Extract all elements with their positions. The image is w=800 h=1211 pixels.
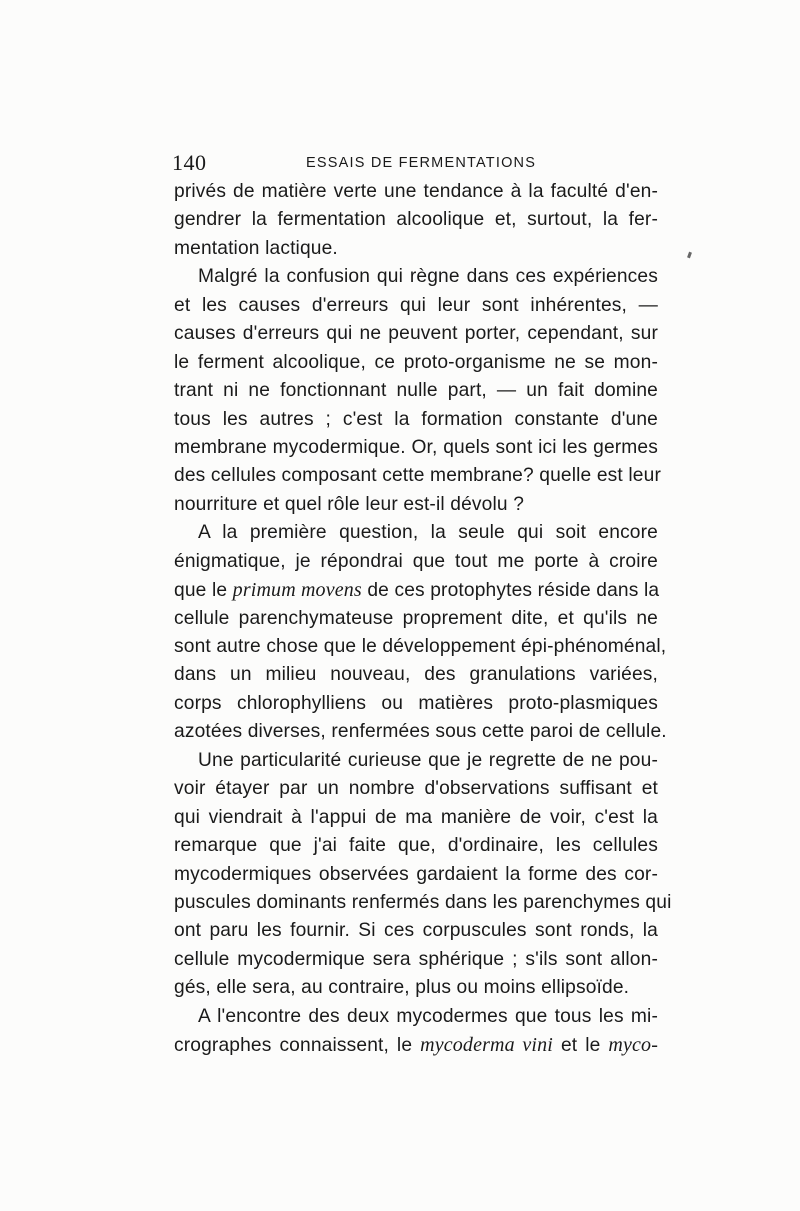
page-header <box>172 150 662 174</box>
italic-term: myco- <box>608 1034 658 1057</box>
print-speck <box>687 252 692 259</box>
text-line: azotées diverses, renfermées sous cette paroi de cellule. <box>174 721 667 743</box>
text-line: mentation lactique. <box>174 237 338 259</box>
text-line: Malgré la confusion qui règne dans ces expériences <box>198 266 658 288</box>
text-line <box>174 1031 658 1059</box>
text-line: remarque que j'ai faite que, d'ordinaire, les cellules <box>174 835 658 857</box>
text-line: privés de matière verte une tendance à la faculté d'en- <box>174 181 658 202</box>
text-line: sont autre chose que le développement épi-phénoménal, <box>174 636 667 657</box>
text-line: le ferment alcoolique, ce proto-organisme ne se mon- <box>174 351 658 373</box>
text-line: cellule mycodermique sera sphérique ; s'ils sont allon- <box>174 948 658 970</box>
italic-term: mycoderma vini <box>420 1034 553 1057</box>
italic-term: primum movens <box>232 579 362 602</box>
text-line: gés, elle sera, au contraire, plus ou moins ellipsoïde. <box>174 977 630 999</box>
text-segment: crographes connaissent, le <box>174 1035 421 1057</box>
text-line: causes d'erreurs qui ne peuvent porter, cependant, sur <box>174 323 658 345</box>
text-line: cellule parenchymateuse proprement dite, et qu'ils ne <box>174 607 658 629</box>
text-line: trant ni ne fonctionnant nulle part, — un fait domine <box>174 380 658 402</box>
text-line: puscules dominants renfermés dans les parenchymes qui <box>174 891 672 913</box>
text-line: qui viendrait à l'appui de ma manière de voir, c'est la <box>174 806 658 828</box>
page-number: 140 <box>172 150 207 175</box>
text-line: voir étayer par un nombre d'observations suffisant et <box>174 778 658 800</box>
text-line: énigmatique, je répondrai que tout me porte à croire <box>174 550 658 572</box>
text-line: A l'encontre des deux mycodermes que tous les mi- <box>198 1005 658 1027</box>
text-segment: et le <box>553 1035 609 1057</box>
text-line: dans un milieu nouveau, des granulations variées, <box>174 664 658 686</box>
text-line: ont paru les fournir. Si ces corpuscules sont ronds, la <box>174 920 658 942</box>
text-segment: que le <box>174 580 233 602</box>
text-line: des cellules composant cette membrane? quelle est leur <box>174 465 661 487</box>
body-text <box>174 178 672 1060</box>
text-line: nourriture et quel rôle leur est-il dévolu ? <box>174 493 525 515</box>
text-line <box>174 576 658 604</box>
running-head: ESSAIS DE FERMENTATIONS <box>306 155 537 171</box>
text-line: A la première question, la seule qui soit encore <box>198 522 658 544</box>
text-line: mycodermiques observées gardaient la forme des cor- <box>174 863 658 885</box>
text-line: Une particularité curieuse que je regrette de ne pou- <box>198 749 658 771</box>
text-line: gendrer la fermentation alcoolique et, surtout, la fer- <box>174 209 658 231</box>
text-line: membrane mycodermique. Or, quels sont ici les germes <box>174 436 658 458</box>
text-segment: de ces protophytes réside dans la <box>361 580 660 602</box>
text-line: et les causes d'erreurs qui leur sont inhérentes, — <box>174 294 658 316</box>
text-line: tous les autres ; c'est la formation constante d'une <box>174 408 658 430</box>
text-line: corps chlorophylliens ou matières proto-plasmiques <box>174 692 658 714</box>
